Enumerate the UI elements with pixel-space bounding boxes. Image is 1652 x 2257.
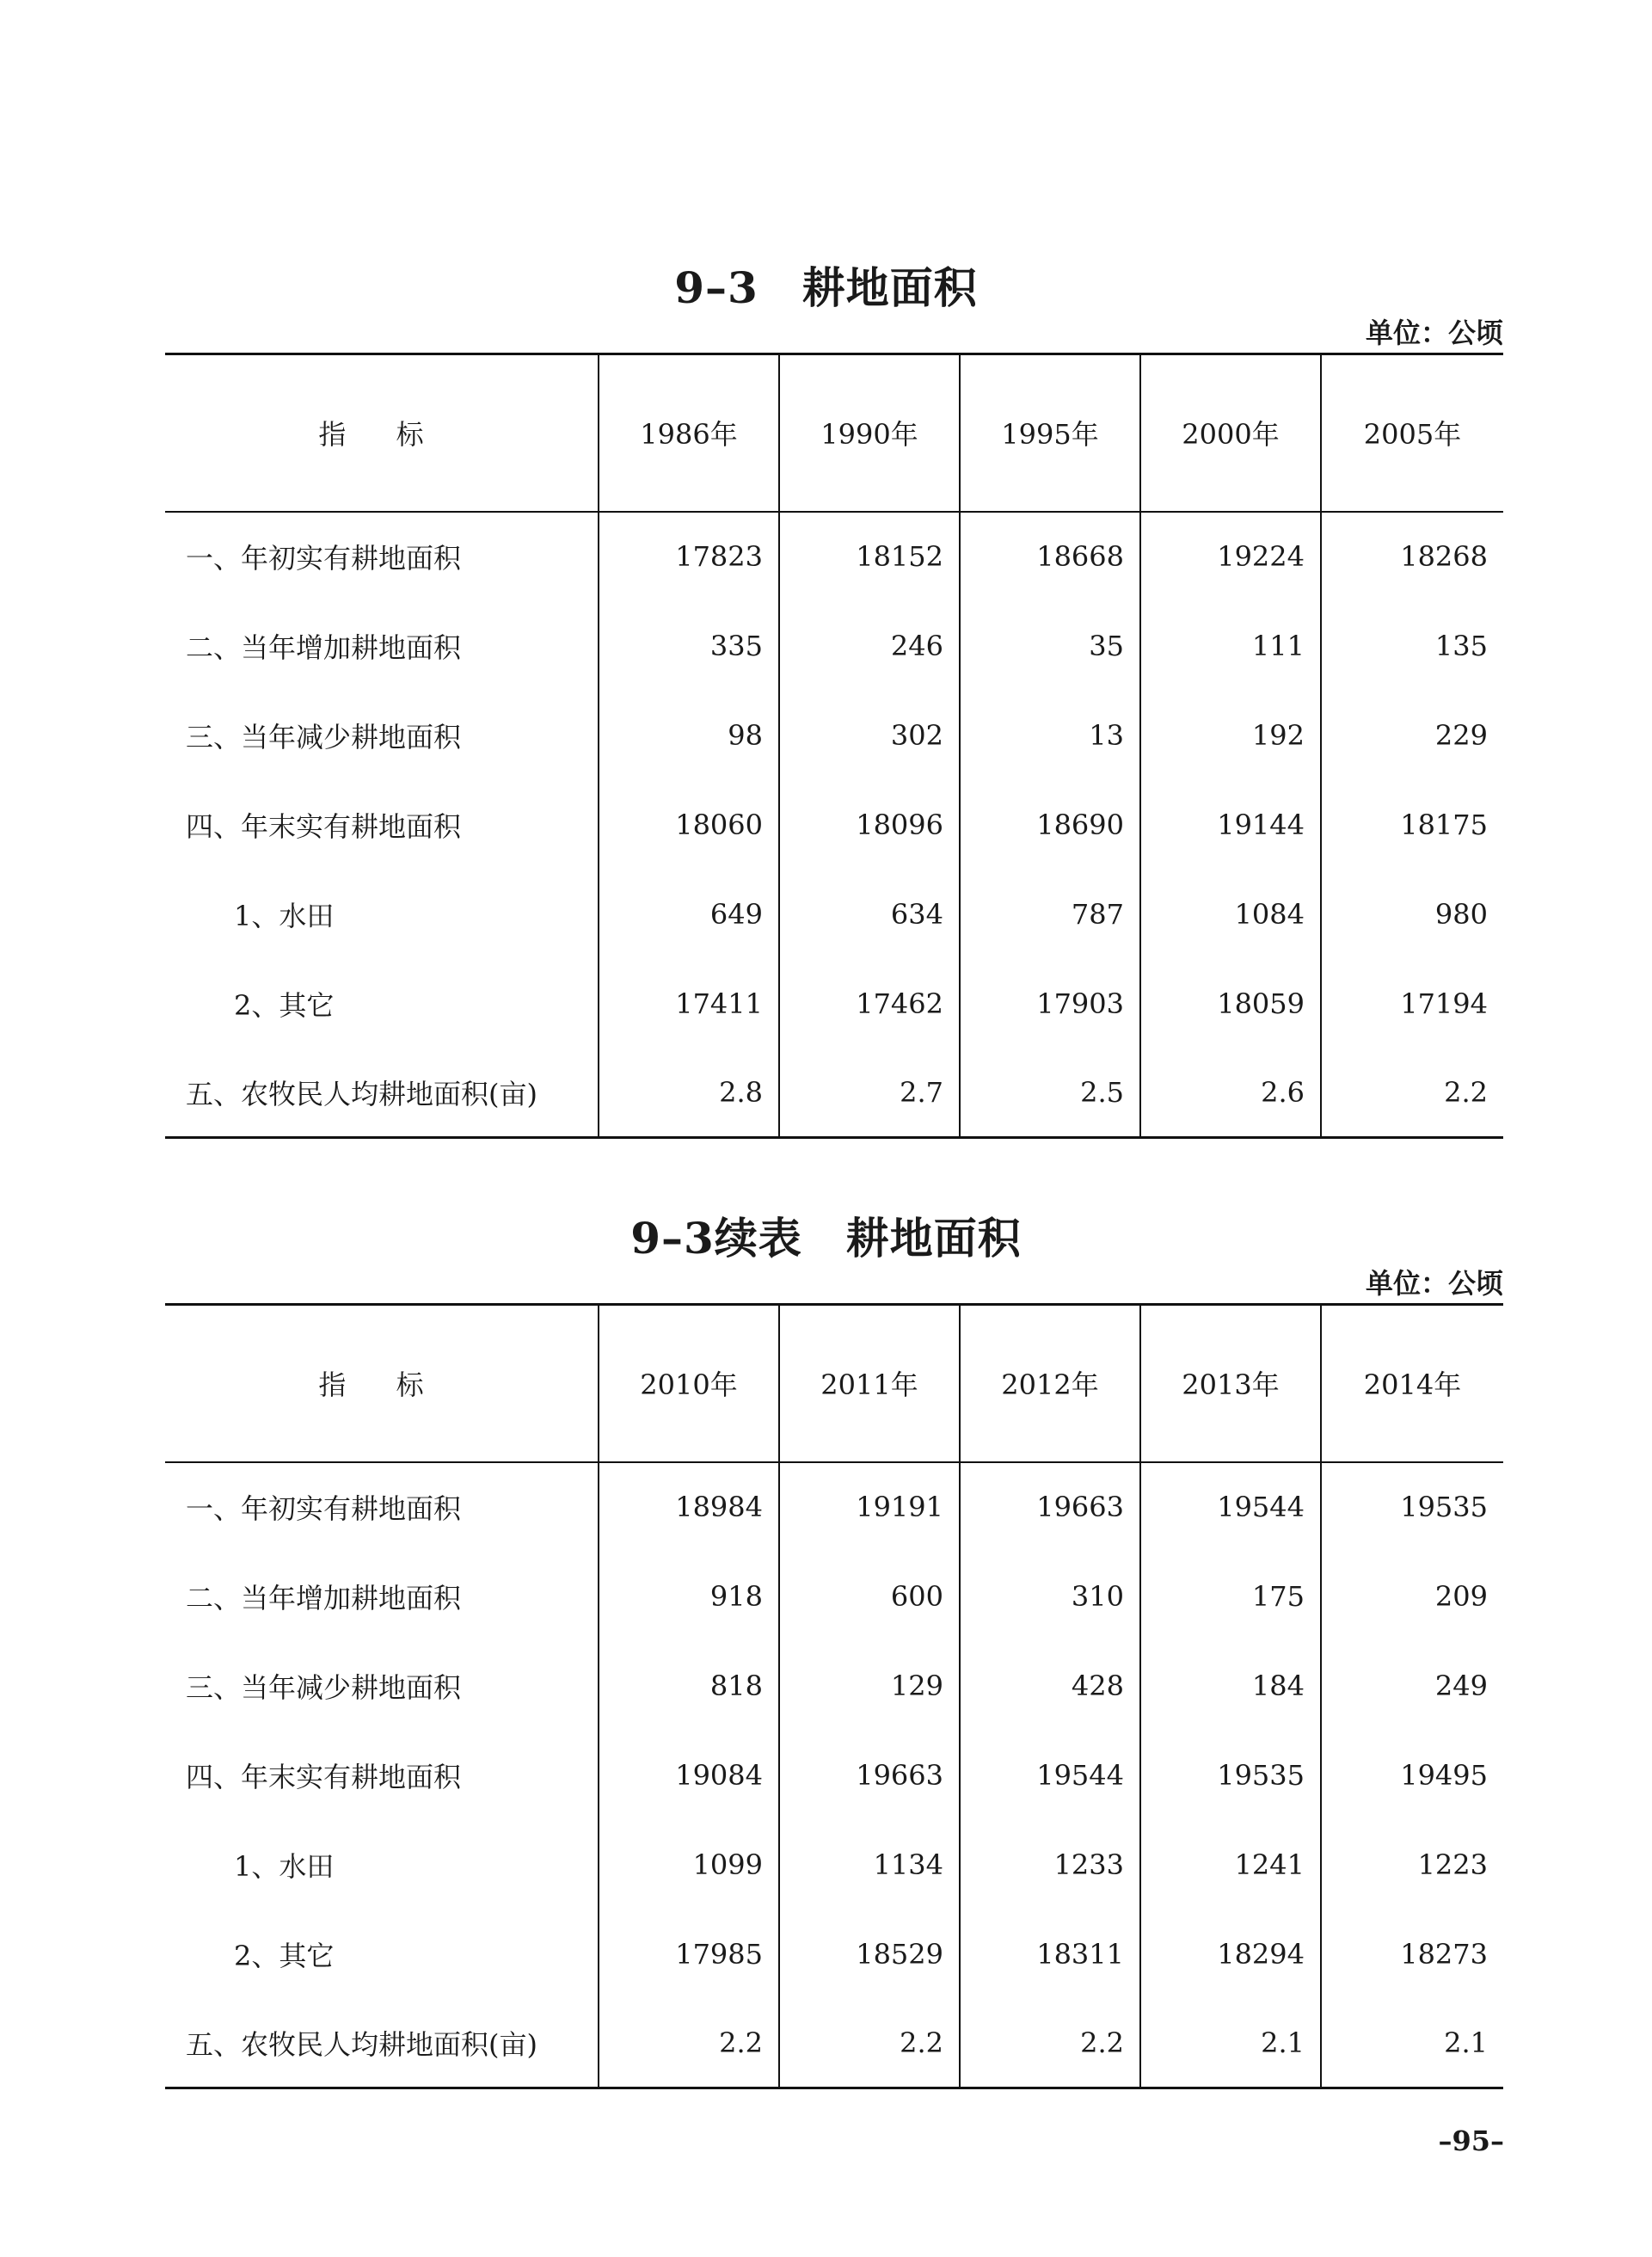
cell-value: 246	[779, 601, 960, 691]
cell-value: 18268	[1321, 512, 1503, 601]
cell-value: 2.2	[779, 1999, 960, 2088]
table-row	[165, 780, 1503, 870]
cell-value: 2.2	[1321, 1049, 1503, 1138]
cell-value: 1241	[1140, 1820, 1321, 1910]
header-indicator: 指 标	[165, 1305, 599, 1462]
cell-value: 17462	[779, 959, 960, 1049]
cell-value: 17985	[599, 1910, 779, 1999]
cell-value: 175	[1140, 1552, 1321, 1641]
table-row	[165, 1049, 1503, 1138]
page-number: –95–	[1438, 2125, 1504, 2157]
cell-value: 19191	[779, 1462, 960, 1552]
cell-value: 19144	[1140, 780, 1321, 870]
table-row	[165, 1462, 1503, 1552]
cell-value: 818	[599, 1641, 779, 1731]
cell-value: 428	[960, 1641, 1140, 1731]
cell-value: 19544	[1140, 1462, 1321, 1552]
cell-value: 18059	[1140, 959, 1321, 1049]
cell-value: 980	[1321, 870, 1503, 959]
cell-value: 98	[599, 691, 779, 780]
cell-value: 2.7	[779, 1049, 960, 1138]
table-2-unit: 单位：公顷	[1365, 1267, 1503, 1300]
cell-value: 229	[1321, 691, 1503, 780]
cell-value: 209	[1321, 1552, 1503, 1641]
row-label: 五、农牧民人均耕地面积(亩)	[165, 1999, 599, 2088]
cell-value: 634	[779, 870, 960, 959]
cell-value: 1233	[960, 1820, 1140, 1910]
cell-value: 649	[599, 870, 779, 959]
cell-value: 18311	[960, 1910, 1140, 1999]
cell-value: 2.1	[1321, 1999, 1503, 2088]
row-label: 2、其它	[234, 1939, 335, 1972]
cell-value: 19544	[960, 1731, 1140, 1820]
cell-value: 18984	[599, 1462, 779, 1552]
cell-value: 35	[960, 601, 1140, 691]
row-label: 四、年末实有耕地面积	[186, 1760, 462, 1793]
header-year: 1990年	[779, 354, 960, 512]
row-label: 二、当年增加耕地面积	[186, 1581, 462, 1614]
table-1-title: 9–3 耕地面积	[674, 262, 978, 313]
cell-value: 192	[1140, 691, 1321, 780]
table-2-header-row	[165, 1305, 1503, 1462]
cell-value: 17411	[599, 959, 779, 1049]
table-row	[165, 1999, 1503, 2088]
cell-value: 19663	[960, 1462, 1140, 1552]
table-row	[165, 1910, 1503, 1999]
table-row	[165, 1820, 1503, 1910]
row-label: 1、水田	[234, 899, 335, 932]
cell-value: 249	[1321, 1641, 1503, 1731]
cell-value: 18096	[779, 780, 960, 870]
header-year: 1995年	[960, 354, 1140, 512]
header-year: 2012年	[960, 1305, 1140, 1462]
table-row	[165, 870, 1503, 959]
cell-value: 13	[960, 691, 1140, 780]
table-row	[165, 1552, 1503, 1641]
header-year: 2005年	[1321, 354, 1503, 512]
cell-value: 18175	[1321, 780, 1503, 870]
cell-value: 310	[960, 1552, 1140, 1641]
cell-value: 787	[960, 870, 1140, 959]
row-label: 五、农牧民人均耕地面积(亩)	[165, 1049, 599, 1138]
cell-value: 18060	[599, 780, 779, 870]
table-row	[165, 601, 1503, 691]
cell-value: 2.6	[1140, 1049, 1321, 1138]
cell-value: 1134	[779, 1820, 960, 1910]
header-year: 2011年	[779, 1305, 960, 1462]
cell-value: 19535	[1140, 1731, 1321, 1820]
cell-value: 19495	[1321, 1731, 1503, 1820]
header-year: 1986年	[599, 354, 779, 512]
cell-value: 2.1	[1140, 1999, 1321, 2088]
cell-value: 918	[599, 1552, 779, 1641]
header-year: 2000年	[1140, 354, 1321, 512]
cell-value: 18529	[779, 1910, 960, 1999]
table-1	[165, 353, 1503, 1139]
table-1-unit: 单位：公顷	[1365, 317, 1503, 349]
row-label: 四、年末实有耕地面积	[186, 809, 462, 843]
cell-value: 184	[1140, 1641, 1321, 1731]
cell-value: 1084	[1140, 870, 1321, 959]
cell-value: 335	[599, 601, 779, 691]
cell-value: 600	[779, 1552, 960, 1641]
row-label: 1、水田	[234, 1849, 335, 1883]
cell-value: 135	[1321, 601, 1503, 691]
table-row	[165, 691, 1503, 780]
table-1-header-row	[165, 354, 1503, 512]
row-label: 二、当年增加耕地面积	[186, 630, 462, 664]
cell-value: 19535	[1321, 1462, 1503, 1552]
table-row	[165, 1641, 1503, 1731]
cell-value: 1223	[1321, 1820, 1503, 1910]
cell-value: 129	[779, 1641, 960, 1731]
row-label: 一、年初实有耕地面积	[186, 542, 462, 575]
cell-value: 19084	[599, 1731, 779, 1820]
cell-value: 18668	[960, 512, 1140, 601]
table-2-title: 9–3续表 耕地面积	[630, 1213, 1022, 1264]
header-year: 2010年	[599, 1305, 779, 1462]
cell-value: 111	[1140, 601, 1321, 691]
cell-value: 302	[779, 691, 960, 780]
table-row	[165, 1731, 1503, 1820]
row-label: 一、年初实有耕地面积	[186, 1492, 462, 1525]
cell-value: 2.8	[599, 1049, 779, 1138]
row-label: 三、当年减少耕地面积	[186, 1670, 462, 1704]
cell-value: 19224	[1140, 512, 1321, 601]
cell-value: 18690	[960, 780, 1140, 870]
header-year: 2013年	[1140, 1305, 1321, 1462]
table-row	[165, 959, 1503, 1049]
cell-value: 1099	[599, 1820, 779, 1910]
row-label: 三、当年减少耕地面积	[186, 720, 462, 753]
table-2	[165, 1303, 1503, 2089]
cell-value: 17903	[960, 959, 1140, 1049]
cell-value: 18273	[1321, 1910, 1503, 1999]
row-label: 2、其它	[234, 988, 335, 1022]
cell-value: 2.2	[599, 1999, 779, 2088]
cell-value: 17194	[1321, 959, 1503, 1049]
cell-value: 19663	[779, 1731, 960, 1820]
cell-value: 17823	[599, 512, 779, 601]
cell-value: 2.2	[960, 1999, 1140, 2088]
cell-value: 18294	[1140, 1910, 1321, 1999]
header-year: 2014年	[1321, 1305, 1503, 1462]
table-row	[165, 512, 1503, 601]
header-indicator: 指 标	[165, 354, 599, 512]
cell-value: 2.5	[960, 1049, 1140, 1138]
cell-value: 18152	[779, 512, 960, 601]
